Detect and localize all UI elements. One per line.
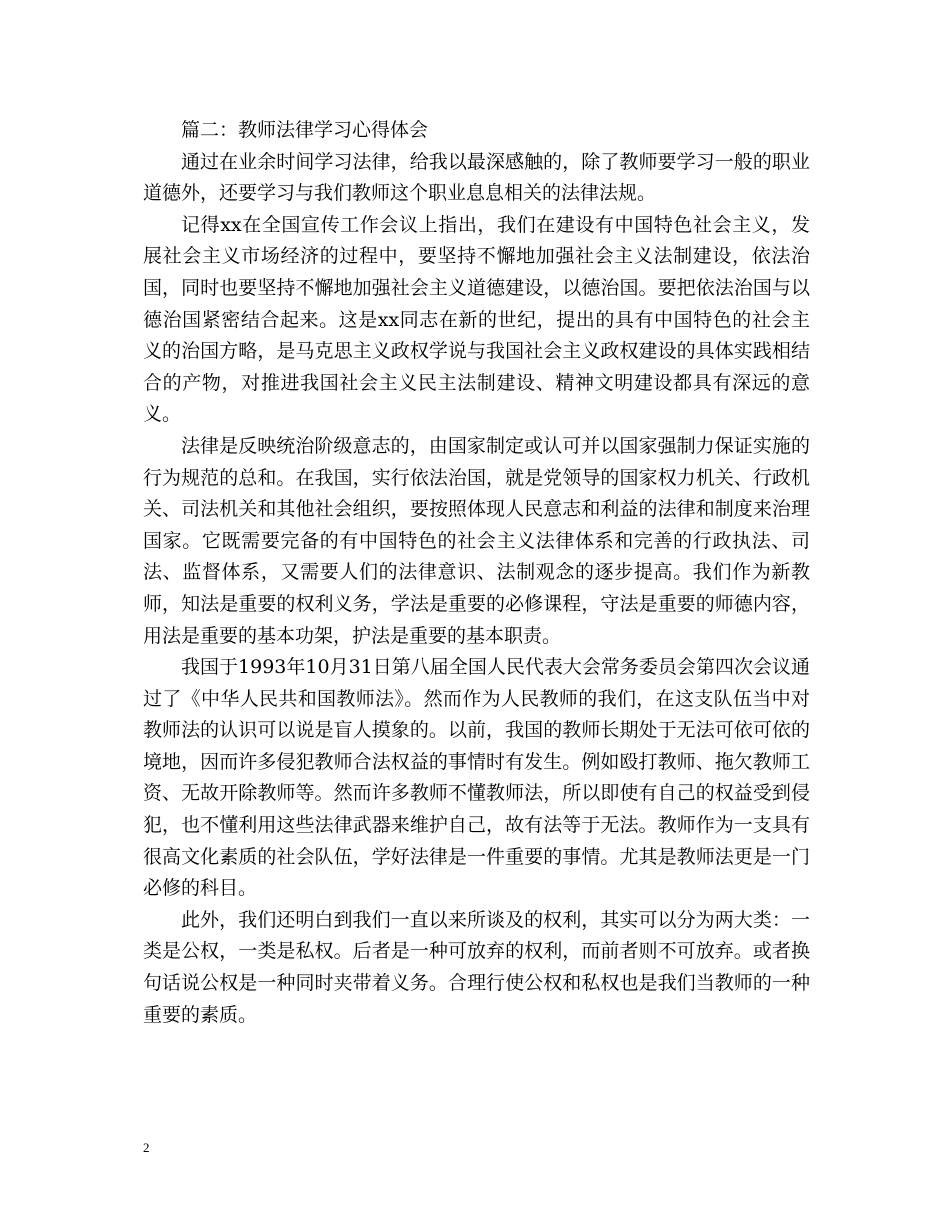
paragraph: 此外，我们还明白到我们一直以来所谈及的权利，其实可以分为两大类：一类是公权，一类是私权。后者是一种可放弃的权利，而前者则不可放弃。或者换句话说公权是一种同时夹带着义务。合理行使公权和私权也是我们当教师的一种重要的素质。 (143, 908, 810, 1026)
document-body (143, 115, 810, 1031)
paragraph: 通过在业余时间学习法律，给我以最深感触的，除了教师要学习一般的职业道德外，还要学习与我们教师这个职业息息相关的法律法规。 (143, 150, 810, 205)
section-title: 篇二：教师法律学习心得体会 (181, 119, 429, 141)
paragraph: 记得xx在全国宣传工作会议上指出，我们在建设有中国特色社会主义，发展社会主义市场经济的过程中，要坚持不懈地加强社会主义法制建设，依法治国，同时也要坚持不懈地加强社会主义道德建设，以德治国。要把依法治国与以德治国紧密结合起来。这是xx同志在新的世纪，提出的具有中国特色的社会主义的治国方略，是马克思主义政权学说与我国社会主义政权建设的具体实践相结合的产物，对推进我国社会主义民主法制建设、精神文明建设都具有深远的意义。 (143, 213, 810, 426)
paragraph: 我国于1993年10月31日第八届全国人民代表大会常务委员会第四次会议通过了《中华人民共和国教师法》。然而作为人民教师的我们，在这支队伍当中对教师法的认识可以说是盲人摸象的。以前，我国的教师长期处于无法可依可依的境地，因而许多侵犯教师合法权益的事情时有发生。例如殴打教师、拖欠教师工资、无故开除教师等。然而许多教师不懂教师法，所以即使有自己的权益受到侵犯，也不懂利用这些法律武器来维护自己，故有法等于无法。教师作为一支具有很高文化素质的社会队伍，学好法律是一件重要的事情。尤其是教师法更是一门必修的科目。 (143, 656, 810, 900)
paragraph: 法律是反映统治阶级意志的，由国家制定或认可并以国家强制力保证实施的行为规范的总和。在我国，实行依法治国，就是党领导的国家权力机关、行政机关、司法机关和其他社会组织，要按照体现人民意志和利益的法律和制度来治理国家。它既需要完备的有中国特色的社会主义法律体系和完善的行政执法、司法、监督体系，又需要人们的法律意识、法制观念的逐步提高。我们作为新教师，知法是重要的权利义务，学法是重要的必修课程，守法是重要的师德内容，用法是重要的基本功架，护法是重要的基本职责。 (143, 434, 810, 647)
page-number: 2 (143, 1140, 150, 1155)
